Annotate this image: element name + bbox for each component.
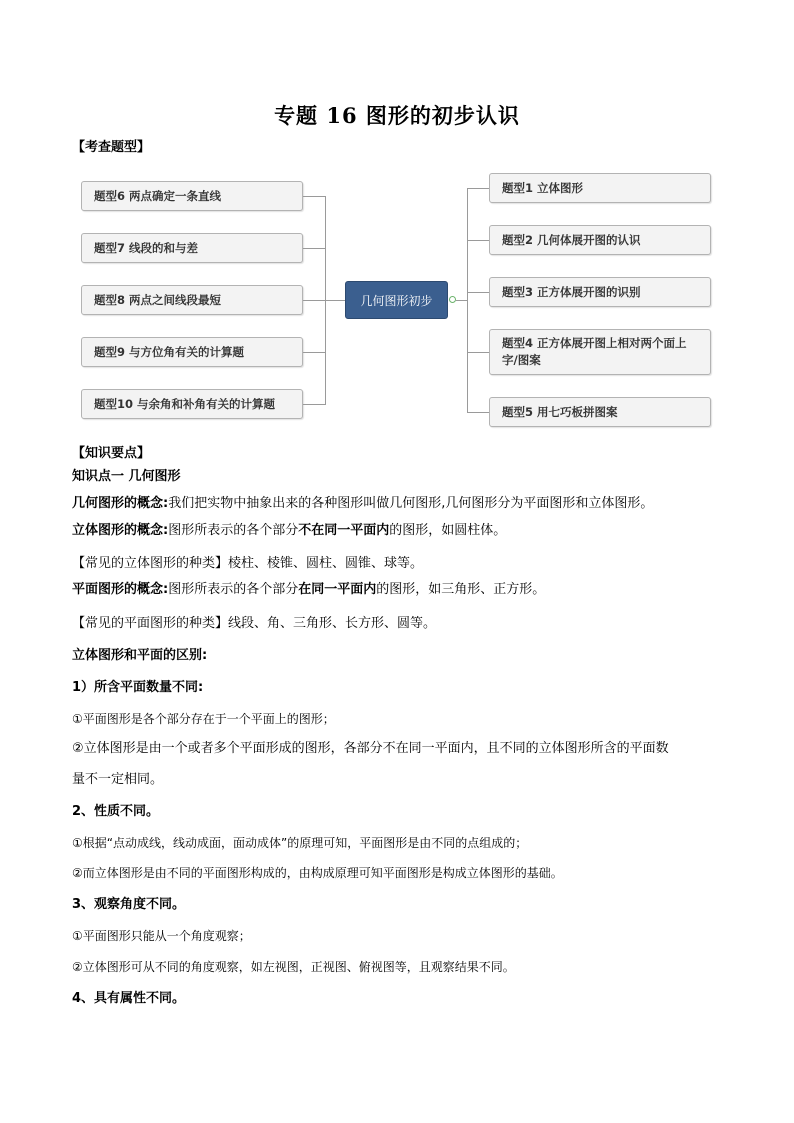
text: 我们把实物中抽象出来的各种图形叫做几何图形,几何图形分为平面图形和立体图形。 (168, 496, 654, 511)
paragraph-plane-types: 【常见的平面图形的种类】线段、角、三角形、长方形、圆等。 (72, 616, 437, 631)
paragraph-geometry-definition (72, 494, 732, 514)
mindmap-center-node: 几何图形初步 (345, 281, 448, 319)
difference-1-title (72, 678, 732, 698)
mindmap-node-type10: 题型10 与余角和补角有关的计算题 (81, 389, 303, 419)
difference-4-title (72, 989, 732, 1009)
text: 的图形，如三角形、正方形。 (376, 582, 546, 597)
text: 2、性质不同。 (72, 804, 160, 819)
mindmap-node-type6: 题型6 两点确定一条直线 (81, 181, 303, 211)
mindmap-node-type3: 题型3 正方体展开图的识别 (489, 277, 711, 307)
difference-3-item-a: ①平面图形只能从一个角度观察； (72, 929, 251, 943)
knowledge-point-1-text: 知识点一 几何图形 (72, 469, 181, 484)
difference-1-item-a: ①平面图形是各个部分存在于一个平面上的图形； (72, 712, 335, 726)
collapse-dot-icon (449, 296, 456, 303)
connector (467, 292, 489, 293)
mindmap-node-type7: 题型7 线段的和与差 (81, 233, 303, 263)
difference-2-item-a: ①根据“点动成线，线动成面，面动成体”的原理可知，平面图形是由不同的点组成的； (72, 836, 528, 850)
connector (467, 188, 468, 413)
connector (456, 300, 467, 301)
text: 4、具有属性不同。 (72, 991, 186, 1006)
mindmap-node-type9: 题型9 与方位角有关的计算题 (81, 337, 303, 367)
mindmap-node-type1: 题型1 立体图形 (489, 173, 711, 203)
text: 图形所表示的各个部分 (168, 523, 299, 538)
connector (467, 240, 489, 241)
mindmap-node-type4: 题型4 正方体展开图上相对两个面上字/图案 (489, 329, 711, 375)
page-title: 专题 16 图形的初步认识 (274, 103, 520, 128)
connector (325, 196, 326, 405)
connector (303, 404, 325, 405)
emphasis: 不在同一平面内 (298, 523, 390, 538)
paragraph-solid-definition (72, 521, 732, 541)
difference-1-item-c: 量不一定相同。 (72, 772, 164, 787)
text: 的图形，如圆柱体。 (389, 523, 507, 538)
paragraph-difference-heading (72, 646, 732, 666)
connector (303, 248, 325, 249)
mindmap-node-type5: 题型5 用七巧板拼图案 (489, 397, 711, 427)
paragraph-plane-definition (72, 580, 732, 600)
difference-3-item-b: ②立体图形可从不同的角度观察，如左视图，正视图、俯视图等，且观察结果不同。 (72, 960, 515, 974)
paragraph-solid-types: 【常见的立体图形的种类】棱柱、棱锥、圆柱、圆锥、球等。 (72, 556, 424, 571)
emphasis: 在同一平面内 (298, 582, 377, 597)
connector (467, 352, 489, 353)
difference-1-item-b: ②立体图形是由一个或者多个平面形成的图形，各部分不在同一平面内，且不同的立体图形所含的平面数 (72, 741, 669, 756)
section-header-knowledge: 【知识要点】 (72, 446, 151, 461)
text: 图形所表示的各个部分 (168, 582, 299, 597)
label: 立体图形的概念: (72, 523, 169, 538)
text: 立体图形和平面的区别: (72, 648, 208, 663)
connector (467, 412, 489, 413)
text: 1）所含平面数量不同: (72, 680, 204, 695)
knowledge-point-1-title (72, 467, 732, 487)
connector (303, 196, 325, 197)
label: 平面图形的概念: (72, 582, 169, 597)
section-header-question-types: 【考查题型】 (72, 140, 151, 155)
mindmap-node-type2: 题型2 几何体展开图的认识 (489, 225, 711, 255)
label: 几何图形的概念: (72, 496, 169, 511)
difference-3-title (72, 895, 732, 915)
connector (303, 300, 345, 301)
difference-2-item-b: ②而立体图形是由不同的平面图形构成的，由构成原理可知平面图形是构成立体图形的基础。 (72, 866, 563, 880)
connector (303, 352, 325, 353)
text: 3、观察角度不同。 (72, 897, 186, 912)
mindmap-node-type8: 题型8 两点之间线段最短 (81, 285, 303, 315)
connector (467, 188, 489, 189)
difference-2-title (72, 802, 732, 822)
